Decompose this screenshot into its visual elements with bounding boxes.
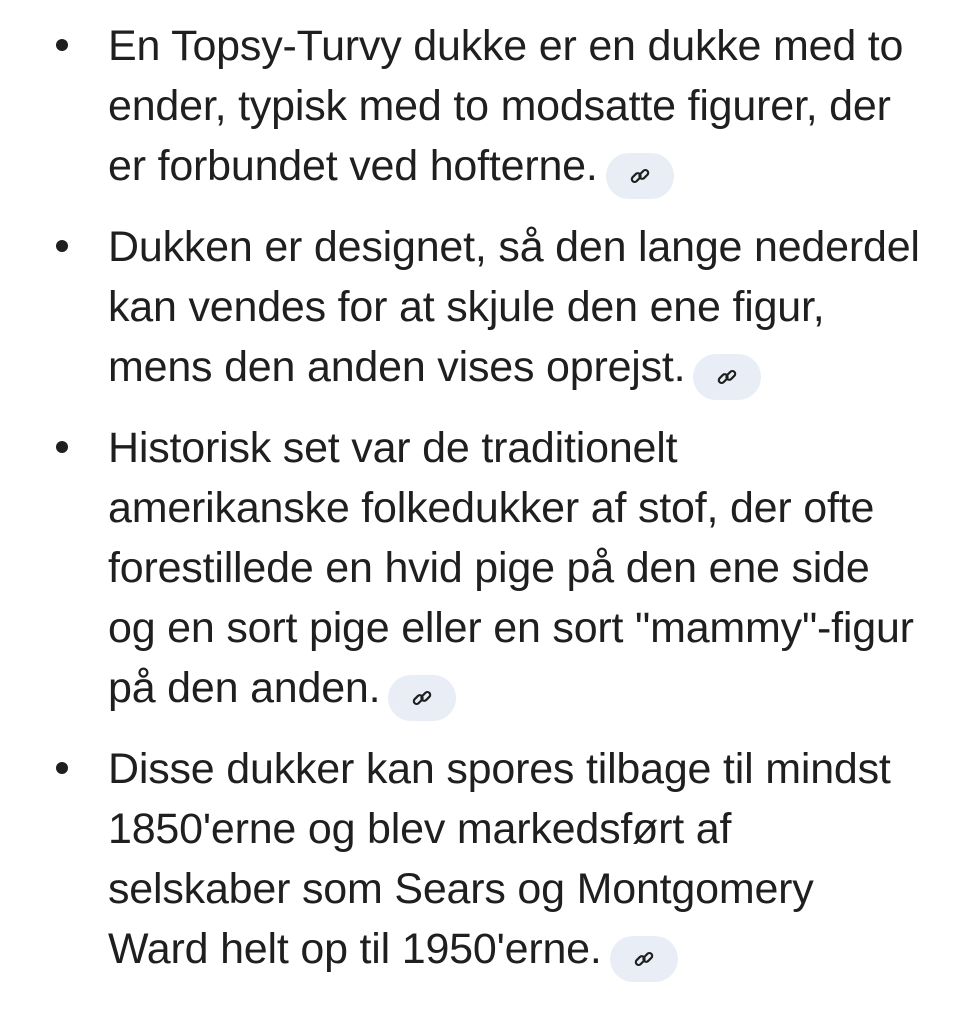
list-item <box>108 739 920 982</box>
source-link-chip[interactable] <box>693 354 761 400</box>
list-item <box>108 217 920 400</box>
bullet-dot <box>56 240 68 252</box>
link-icon <box>715 365 739 389</box>
bullet-dot <box>56 441 68 453</box>
link-icon <box>410 686 434 710</box>
source-link-chip[interactable] <box>606 153 674 199</box>
source-link-chip[interactable] <box>388 675 456 721</box>
list-item-text: Disse dukker kan spores tilbage til mindst 1850'erne og blev markedsført af selskaber som Sears og Montgomery Ward helt op til 1950'erne. <box>108 745 891 973</box>
bullet-dot <box>56 762 68 774</box>
list-item <box>108 16 920 199</box>
list-item-text: Dukken er designet, så den lange nederdel kan vendes for at skjule den ene figur, mens den anden vises oprejst. <box>108 223 920 391</box>
link-icon <box>628 164 652 188</box>
source-link-chip[interactable] <box>610 936 678 982</box>
link-icon <box>632 947 656 971</box>
list-item-text: Historisk set var de traditionelt amerikanske folkedukker af stof, der ofte forestillede en hvid pige på den ene side og en sort pige eller en sort "mammy"-figur på den anden. <box>108 424 914 712</box>
bullet-dot <box>56 39 68 51</box>
list-item <box>108 418 920 721</box>
list-item-text: En Topsy-Turvy dukke er en dukke med to ender, typisk med to modsatte figurer, der er forbundet ved hofterne. <box>108 22 904 190</box>
